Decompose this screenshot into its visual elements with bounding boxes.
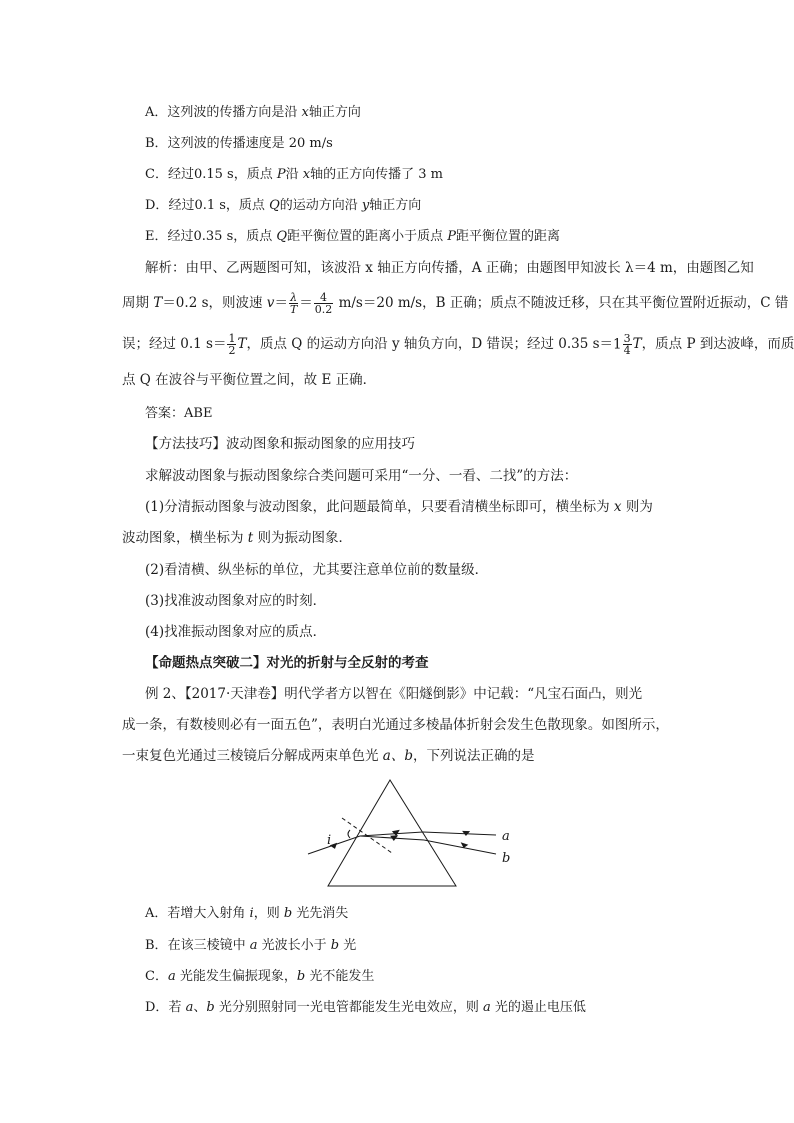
section-2-heading: 【命题热点突破二】对光的折射与全反射的考查 <box>145 655 429 671</box>
option-a: A．这列波的传播方向是沿 x轴正方向 <box>145 105 361 120</box>
example-line-2: 成一条，有数棱则必有一面五色”，表明白光通过多棱晶体折射会发生色散现象。如图所示， <box>122 717 669 733</box>
fraction-1-over-2: $\frac{1}{2}$ <box>228 332 236 357</box>
emergent-ray-a <box>423 832 496 835</box>
answer: 答案：ABE <box>145 406 213 421</box>
analysis-line-1: 解析：由甲、乙两题图可知，该波沿 x 轴正方向传播，A 正确；由题图甲知波长 λ＝4 m，由题图乙知 <box>145 260 754 276</box>
method-point-2: (2)看清横、纵坐标的单位，尤其要注意单位前的数量级． <box>145 562 489 578</box>
label-i: i <box>327 833 332 848</box>
method-intro: 求解波动图象与振动图象综合类问题可采用“一分、一看、二找”的方法： <box>145 468 578 484</box>
example-line-1: 例 2、【2017·天津卷】明代学者方以智在《阳燧倒影》中记载：“凡宝石面凸，则光 <box>145 686 643 702</box>
s2-option-a: A．若增大入射角 i，则 b 光先消失 <box>145 906 349 921</box>
example-line-3: 一束复色光通过三棱镜后分解成两束单色光 a、b，下列说法正确的是 <box>122 748 535 764</box>
option-d: D．经过0.1 s，质点 Q的运动方向沿 y轴正方向 <box>145 198 422 213</box>
s2-option-d: D．若 a、b 光分别照射同一光电管都能发生光电效应，则 a 光的遏止电压低 <box>145 1000 586 1015</box>
analysis-line-3: 误；经过 0.1 s＝ $\frac{1}{2}$ T，质点 Q 的运动方向沿 y 轴负方向，D 错误；经过 0.35 s＝1 $\frac{3}{4}$ T，质点 P 到达波峰，而质 <box>122 332 794 357</box>
label-b: b <box>502 851 511 866</box>
method-point-4: (4)找准振动图象对应的质点． <box>145 624 327 640</box>
option-b: B．这列波的传播速度是 20 m/s <box>145 136 333 151</box>
analysis-line-2: 周期 T＝0.2 s，则波速 v＝ $\frac{\lambda}{T}$ ＝ $\frac{4}{0.2}$ m/s＝20 m/s，B 正确；质点不随波迁移，只在其平衡位置附近振动，C 错 <box>122 291 789 316</box>
method-point-3: (3)找准波动图象对应的时刻． <box>145 593 327 609</box>
refracted-ray-a <box>360 832 423 836</box>
prism-figure <box>300 778 530 890</box>
mixed-number-1-3-4: 1 $\frac{3}{4}$ <box>613 332 631 357</box>
method-heading: 【方法技巧】波动图象和振动图象的应用技巧 <box>145 436 415 452</box>
refracted-arrow-a-icon <box>392 830 400 837</box>
label-a: a <box>502 829 510 844</box>
s2-option-c: C．a 光能发生偏振现象，b 光不能发生 <box>145 969 375 984</box>
method-point-1: (1)分清振动图象与波动图象，此问题最简单，只要看清横坐标即可，横坐标为 x 则为 <box>145 499 653 515</box>
fraction-4-over-0-2: $\frac{4}{0.2}$ <box>314 291 333 316</box>
option-c: C．经过0.15 s，质点 P沿 x轴的正方向传播了 3 m <box>145 167 443 182</box>
analysis-line-4: 点 Q 在波谷与平衡位置之间，故 E 正确． <box>122 372 377 388</box>
fraction-lambda-over-T: $\frac{\lambda}{T}$ <box>289 291 298 316</box>
option-e: E．经过0.35 s，质点 Q距平衡位置的距离小于质点 P距平衡位置的距离 <box>145 229 560 244</box>
angle-arc <box>348 830 350 838</box>
s2-option-b: B．在该三棱镜中 a 光波长小于 b 光 <box>145 938 357 953</box>
method-point-1-cont: 波动图象，横坐标为 t 则为振动图象． <box>122 530 353 546</box>
